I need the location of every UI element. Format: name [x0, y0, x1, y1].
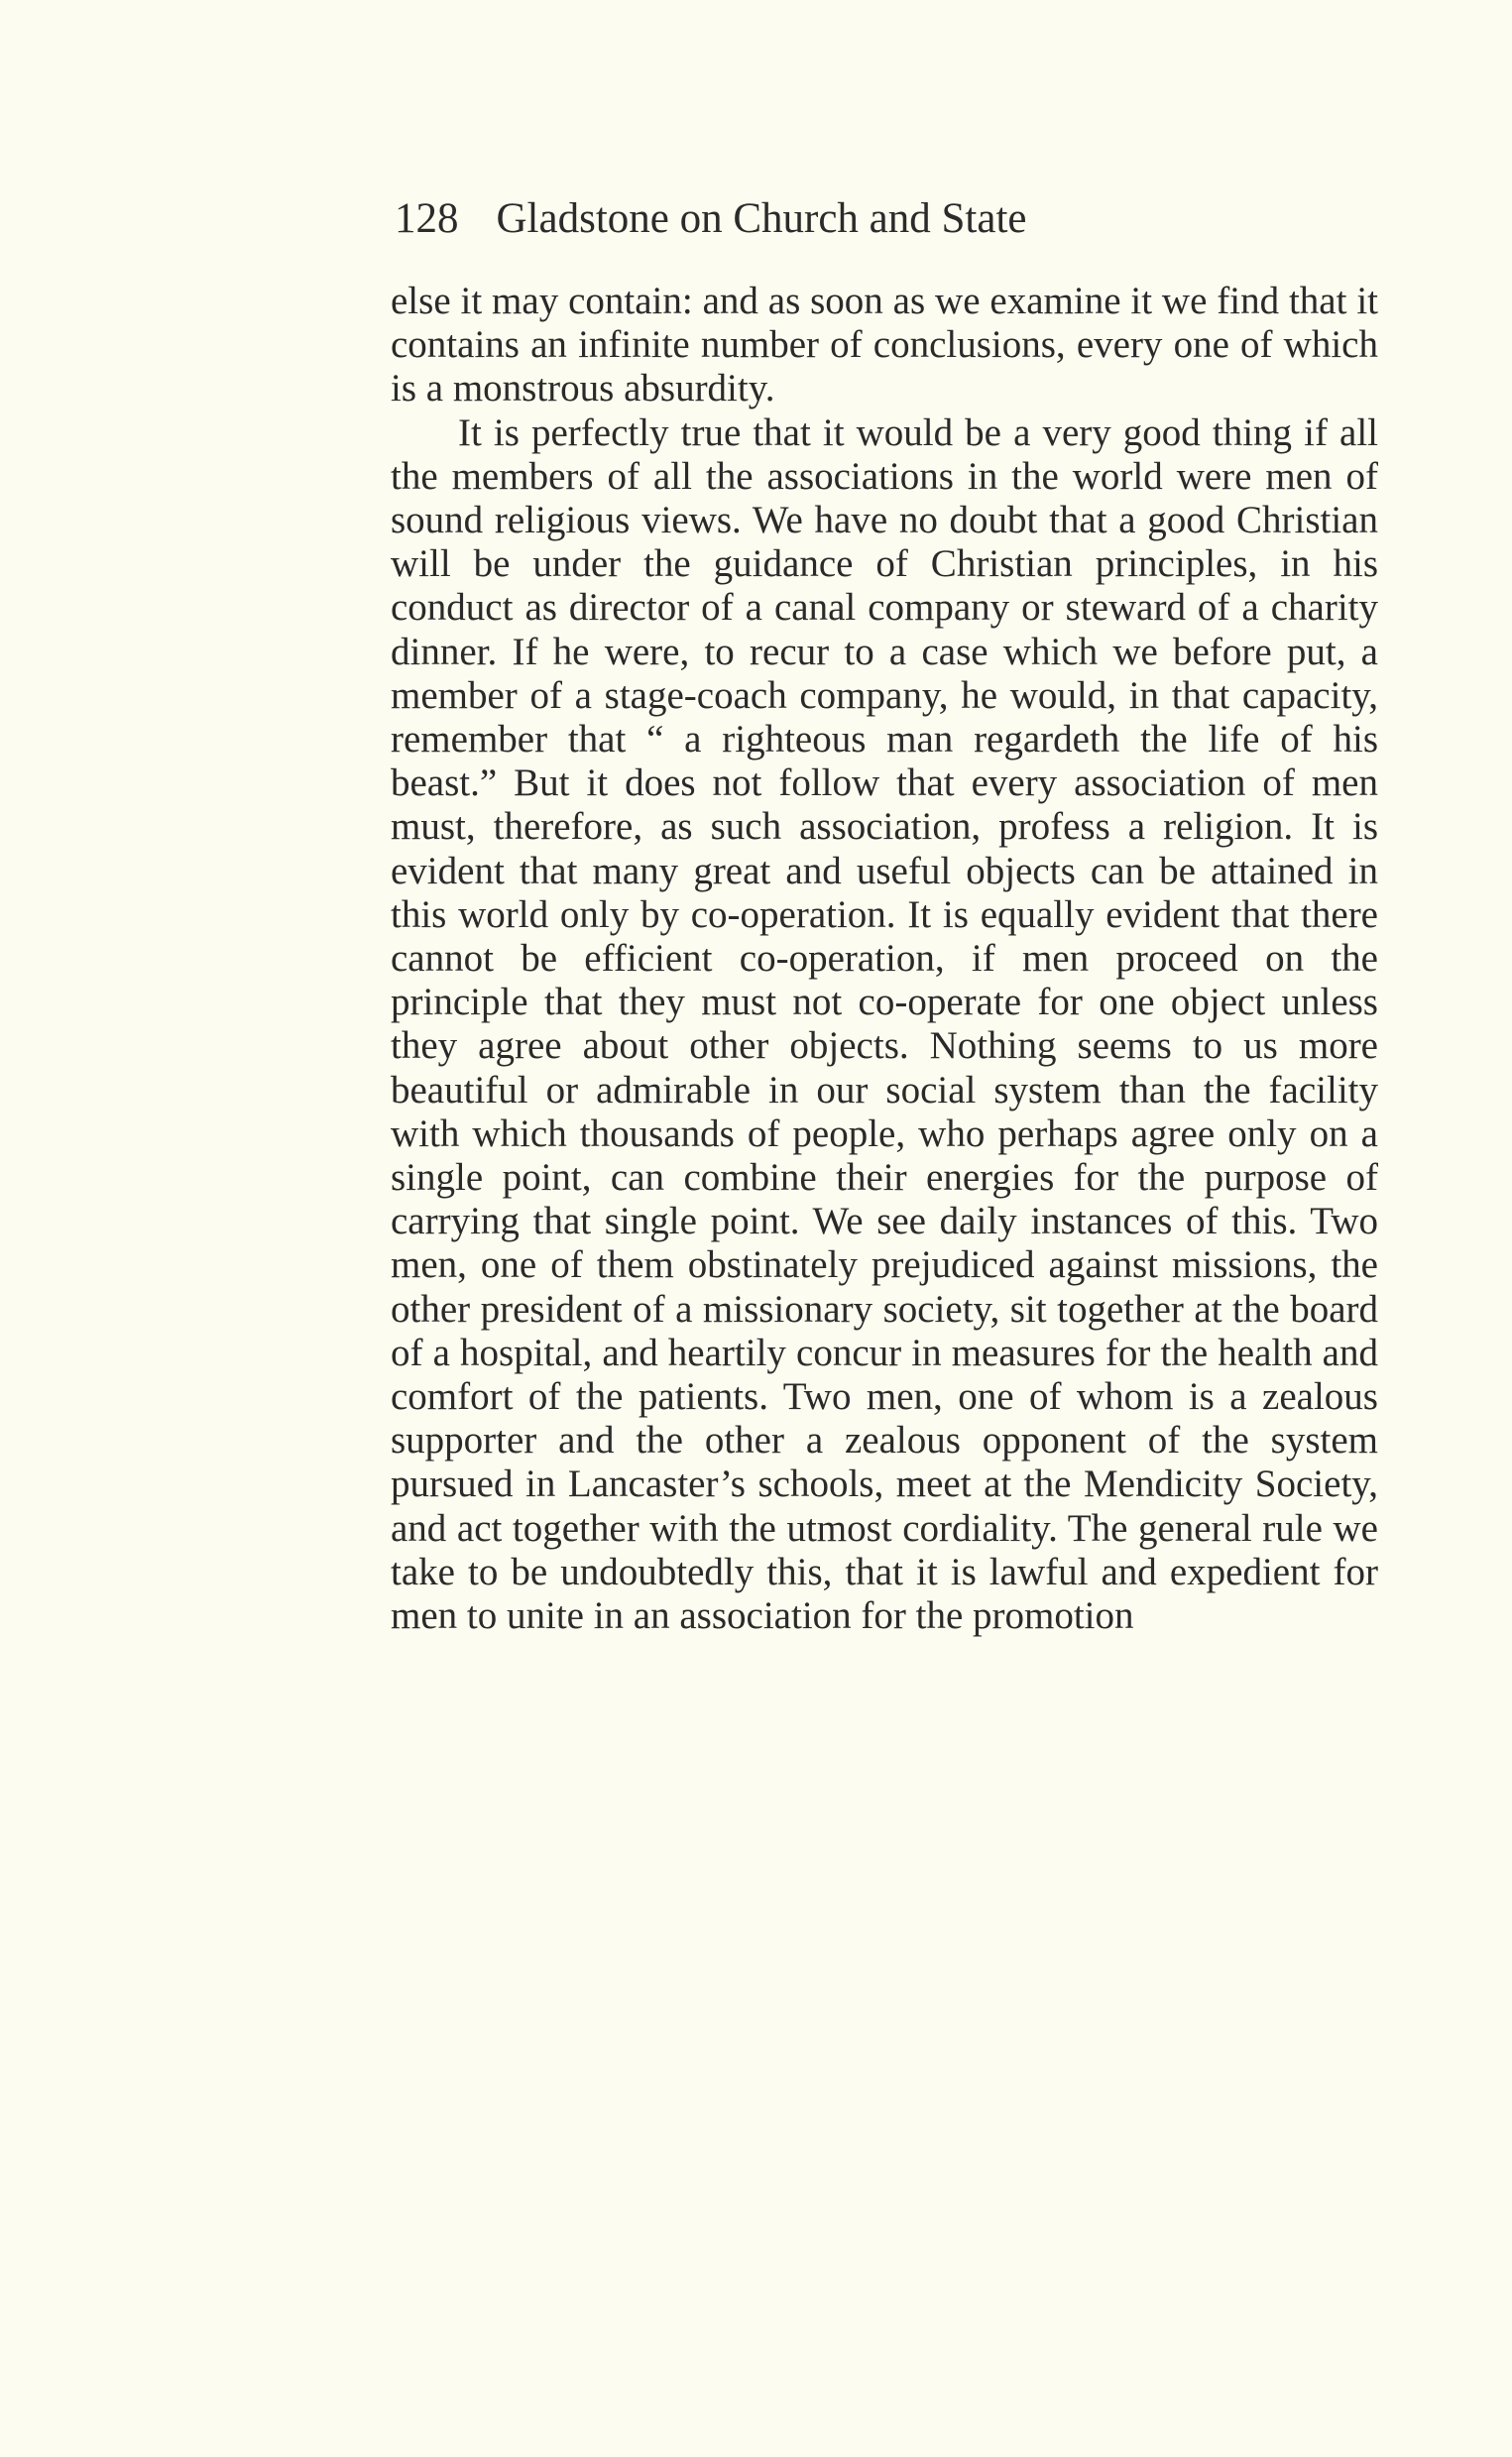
body-text — [391, 280, 1378, 1638]
paragraph-continued: else it may contain: and as soon as we examine it we find that it contains an infinite number of conclusions, every one of which is a monstrous absurdity. — [391, 280, 1378, 410]
page-number: 128 — [395, 195, 459, 242]
running-header — [395, 194, 1249, 250]
paragraph: It is perfectly true that it would be a very good thing if all the members of all the associations in the world were men of sound religious views. We have no doubt that a good Christian will be under the guidance of Christian principles, in his conduct as director of a canal company or steward of a charity dinner. If he were, to recur to a case which we before put, a member of a stage-coach company, he would, in that capacity, remember that “ a righteous man regardeth the life of his beast.” But it does not follow that every association of men must, therefore, as such association, profess a religion. It is evident that many great and useful objects can be attained in this world only by co-operation. It is equally evident that there cannot be efficient co-operation, if men proceed on the principle that they must not co-operate for one object unless they agree about other objects. Nothing seems to us more beautiful or admirable in our social system than the facility with which thousands of people, who perhaps agree only on a single point, can combine their energies for the purpose of carrying that single point. We see daily instances of this. Two men, one of them obstinately prejudiced against missions, the other president of a missionary society, sit together at the board of a hospital, and heartily concur in measures for the health and comfort of the patients. Two men, one of whom is a zealous supporter and the other a zealous opponent of the system pursued in Lancaster’s schools, meet at the Mendicity Society, and act together with the utmost cordiality. The general rule we take to be undoubtedly this, that it is lawful and expedient for men to unite in an association for the promotion — [391, 410, 1378, 1638]
running-title: Gladstone on Church and State — [496, 195, 1027, 242]
